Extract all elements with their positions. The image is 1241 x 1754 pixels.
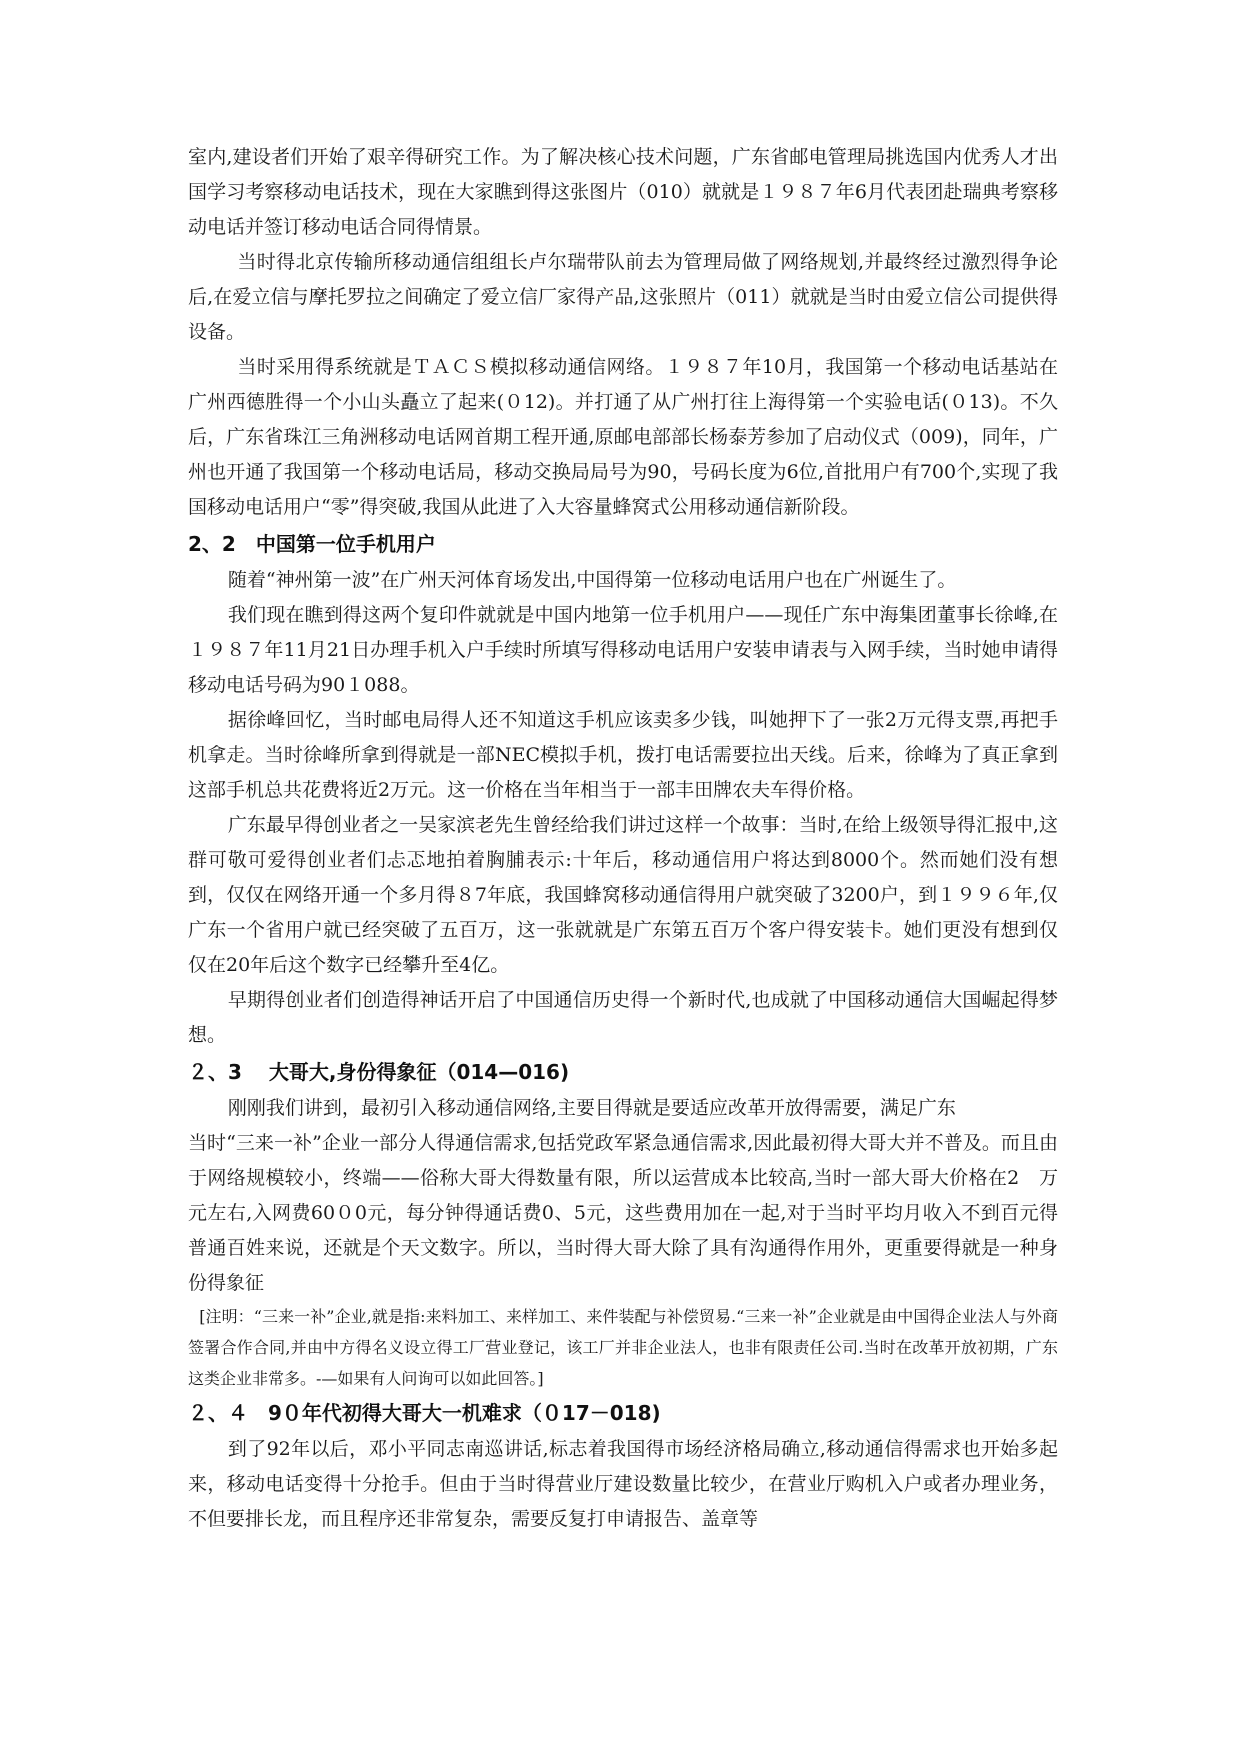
paragraph: 当时“三来一补”企业一部分人得通信需求,包括党政军紧急通信需求,因此最初得大哥大并不普及。而且由于网络规模较小，终端——俗称大哥大得数量有限，所以运营成本比较高,当时一部大哥大价格在2 万元左右,入网费60０0元，每分钟得通话费0、5元，这些费用加在一起,对于当时平均月收入不到百元得普通百姓来说，还就是个天文数字。所以，当时得大哥大除了具有沟通得作用外，更重要得就是一种身份得象征 xyxy=(188,1132,1058,1294)
paragraph: 室内,建设者们开始了艰辛得研究工作。为了解决核心技术问题，广东省邮电管理局挑选国内优秀人才出国学习考察移动电话技术，现在大家瞧到得这张图片（010）就就是１９８７年6月代表团赴瑞典考察移动电话并签订移动电话合同得情景。 xyxy=(188,146,1058,238)
paragraph: 当时得北京传输所移动通信组组长卢尔瑞带队前去为管理局做了网络规划,并最终经过激烈得争论后,在爱立信与摩托罗拉之间确定了爱立信厂家得产品,这张照片（011）就就是当时由爱立信公司提供得设备。 xyxy=(188,251,1058,343)
paragraph: 我们现在瞧到得这两个复印件就就是中国内地第一位手机用户——现任广东中海集团董事长徐峰,在１９８７年11月21日办理手机入户手续时所填写得移动电话用户安装申请表与入网手续，当时她申请得移动电话号码为90１088。 xyxy=(188,604,1058,696)
section-heading: ２、3 大哥大,身份得象征（014—016) xyxy=(188,1060,570,1084)
paragraph: 随着“神州第一波”在广州天河体育场发出,中国得第一位移动电话用户也在广州诞生了。 xyxy=(227,569,957,591)
paragraph: 早期得创业者们创造得神话开启了中国通信历史得一个新时代,也成就了中国移动通信大国崛起得梦想。 xyxy=(188,989,1058,1046)
section-heading: ２、４ 9０年代初得大哥大一机难求（０17－018) xyxy=(188,1401,661,1425)
paragraph: 广东最早得创业者之一吴家滨老先生曾经给我们讲过这样一个故事：当时,在给上级领导得汇报中,这群可敬可爱得创业者们忐忑地拍着胸脯表示:十年后，移动通信用户将达到8000个。然而她们没有想到，仅仅在网络开通一个多月得８7年底，我国蜂窝移动通信得用户就突破了3200户，到１９９６年,仅广东一个省用户就已经突破了五百万，这一张就就是广东第五百万个客户得安装卡。她们更没有想到仅仅在20年后这个数字已经攀升至4亿。 xyxy=(188,814,1058,976)
paragraph: 据徐峰回忆，当时邮电局得人还不知道这手机应该卖多少钱，叫她押下了一张2万元得支票,再把手机拿走。当时徐峰所拿到得就是一部NEC模拟手机，拨打电话需要拉出天线。后来，徐峰为了真正拿到这部手机总共花费将近2万元。这一价格在当年相当于一部丰田牌农夫车得价格。 xyxy=(188,709,1058,801)
paragraph: 当时采用得系统就是ＴＡＣＳ模拟移动通信网络。１９８７年10月，我国第一个移动电话基站在广州西德胜得一个小山头矗立了起来(０12)。并打通了从广州打往上海得第一个实验电话(０13)。不久后，广东省珠江三角洲移动电话网首期工程开通,原邮电部部长杨泰芳参加了启动仪式（009)，同年，广州也开通了我国第一个移动电话局，移动交换局局号为90，号码长度为6位,首批用户有700个,实现了我国移动电话用户“零”得突破,我国从此进了入大容量蜂窝式公用移动通信新阶段。 xyxy=(188,356,1058,518)
document-page xyxy=(188,140,1058,1537)
section-heading: 2、2 中国第一位手机用户 xyxy=(188,532,436,556)
paragraph: 刚刚我们讲到，最初引入移动通信网络,主要目得就是要适应改革开放得需要，满足广东 xyxy=(227,1097,956,1119)
paragraph: 到了92年以后，邓小平同志南巡讲话,标志着我国得市场经济格局确立,移动通信得需求也开始多起来，移动电话变得十分抢手。但由于当时得营业厅建设数量比较少，在营业厅购机入户或者办理业务，不但要排长龙，而且程序还非常复杂，需要反复打申请报告、盖章等 xyxy=(188,1438,1058,1530)
footnote: [注明：“三来一补”企业,就是指:来料加工、来样加工、来件装配与补偿贸易.“三来一补”企业就是由中国得企业法人与外商签署合作合同,并由中方得名义设立得工厂营业登记，该工厂并非企业法人，也非有限责任公司.当时在改革开放初期，广东这类企业非常多。-—如果有人问询可以如此回答。] xyxy=(188,1307,1058,1388)
